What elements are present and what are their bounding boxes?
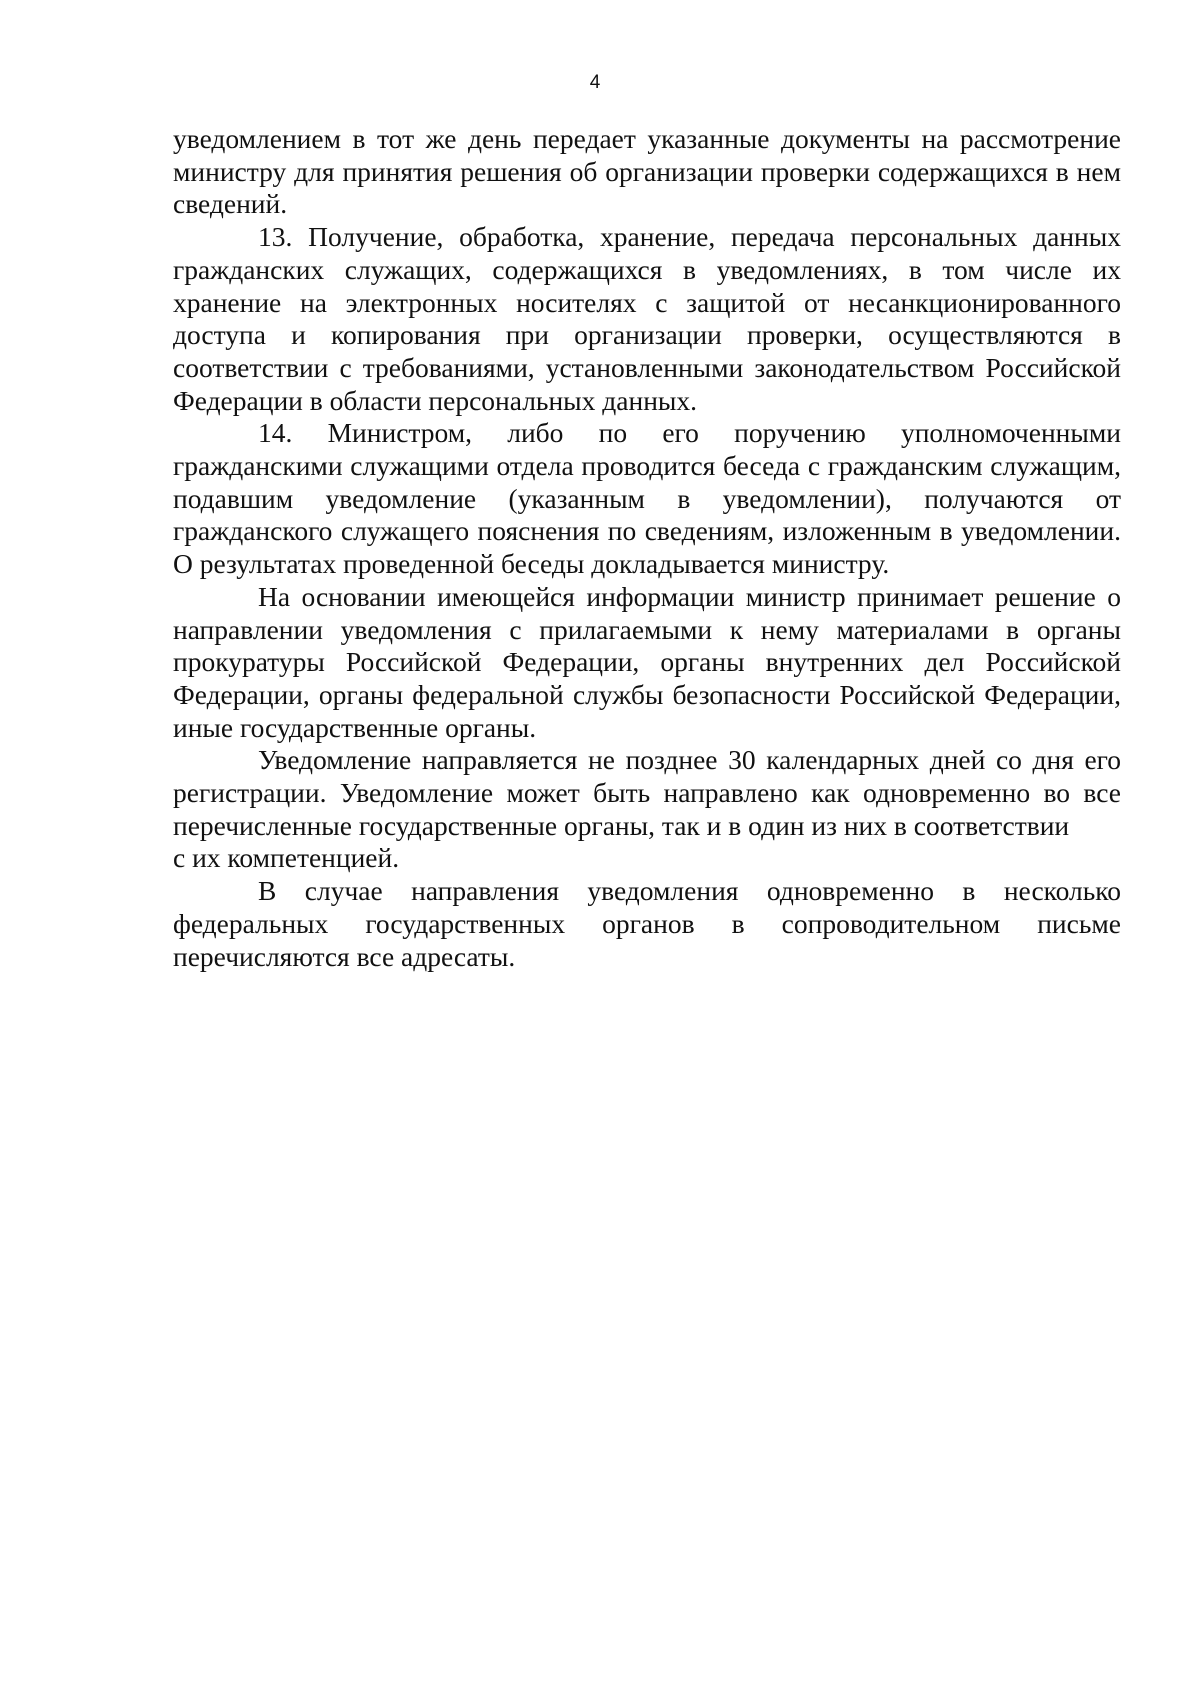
paragraph-addressees: В случае направления уведомления одновременно в несколько федеральных государственных органов в сопроводительном письме перечисляются все адресаты. [173, 875, 1121, 972]
paragraph-decision: На основании имеющейся информации министр принимает решение о направлении уведомления с прилагаемыми к нему материалами в органы прокуратуры Российской Федерации, органы внутренних дел Российской Федерации, органы федеральной службы безопасности Российской Федерации, иные государственные органы. [173, 580, 1121, 743]
paragraph-deadline: Уведомление направляется не позднее 30 календарных дней со дня его регистрации. Уведомление может быть направлено как одновременно во все перечисленные государственные органы, так и в один из них в соответствии [173, 744, 1121, 841]
paragraph-item-13: 13. Получение, обработка, хранение, передача персональных данных гражданских служащих, содержащихся в уведомлениях, в том числе их хранение на электронных носителях с защитой от несанкционированного доступа и копирования при организации проверки, осуществляются в соответствии с требованиями, установленными законодательством Российской Федерации в области персональных данных. [173, 221, 1121, 416]
paragraph-competence: с их компетенцией. [173, 842, 400, 874]
paragraph-continuation: уведомлением в тот же день передает указанные документы на рассмотрение министру для принятия решения об организации проверки содержащихся в нем сведений. [173, 123, 1121, 220]
document-body [173, 123, 1121, 973]
page-number: 4 [589, 72, 601, 93]
paragraph-item-14: 14. Министром, либо по его поручению уполномоченными гражданскими служащими отдела проводится беседа с гражданским служащим, подавшим уведомление (указанным в уведомлении), получаются от гражданского служащего пояснения по сведениям, изложенным в уведомлении. О результатах проведенной беседы докладывается министру. [173, 417, 1121, 580]
